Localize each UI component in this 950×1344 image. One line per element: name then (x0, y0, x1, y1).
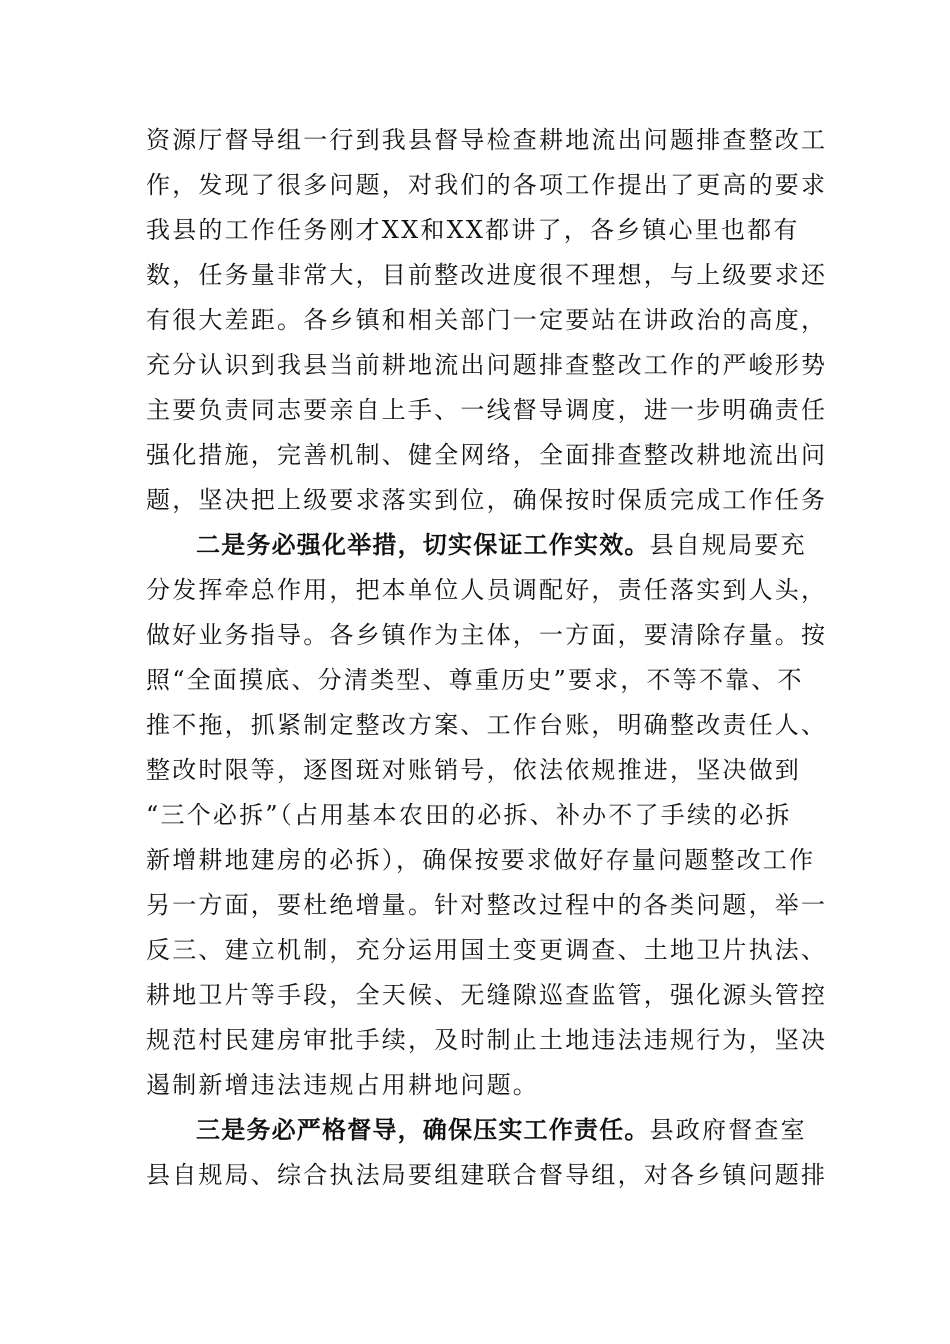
paragraph-line: 遏制新增违法违规占用耕地问题。 (146, 1071, 539, 1099)
paragraph-line: 整改时限等，逐图斑对账销号，依法依规推进，坚决做到 (146, 756, 801, 784)
paragraph-line: “三个必拆”（占用基本农田的必拆、补办不了手续的必拆 (146, 801, 792, 829)
section-3-first-line (196, 1110, 807, 1150)
paragraph-line: 主要负责同志要亲自上手、一线督导调度，进一步明确责任 (146, 396, 828, 424)
section-2-heading: 二是务必强化举措，切实保证工作实效。 (196, 531, 650, 559)
section-2-first-tail: 县自规局要充 (649, 531, 807, 559)
paragraph-line: 新增耕地建房的必拆），确保按要求做好存量问题整改工作 (146, 846, 816, 874)
paragraph-line: 题，坚决把上级要求落实到位，确保按时保质完成工作任务 (146, 486, 828, 514)
paragraph-line: 耕地卫片等手段，全天候、无缝隙巡查监管，强化源头管控 (146, 981, 828, 1009)
paragraph-line: 资源厅督导组一行到我县督导检查耕地流出问题排查整改工 (146, 126, 828, 154)
paragraph-line: 分发挥牵总作用，把本单位人员调配好，责任落实到人头， (146, 576, 828, 604)
section-3-heading: 三是务必严格督导，确保压实工作责任。 (196, 1116, 650, 1144)
paragraph-line: 数，任务量非常大，目前整改进度很不理想，与上级要求还 (146, 261, 828, 289)
paragraph-line: 反三、建立机制，充分运用国土变更调查、土地卫片执法、 (146, 936, 828, 964)
paragraph-line: 有很大差距。各乡镇和相关部门一定要站在讲政治的高度， (146, 306, 828, 334)
paragraph-line: 做好业务指导。各乡镇作为主体，一方面，要清除存量。按 (146, 621, 828, 649)
paragraph-line: 强化措施，完善机制、健全网络，全面排查整改耕地流出问 (146, 441, 828, 469)
paragraph-line: 另一方面，要杜绝增量。针对整改过程中的各类问题，举一 (146, 891, 828, 919)
paragraph-line: 充分认识到我县当前耕地流出问题排查整改工作的严峻形势 (146, 351, 828, 379)
paragraph-line: 规范村民建房审批手续，及时制止土地违法违规行为，坚决 (146, 1026, 828, 1054)
section-3-first-tail: 县政府督查室 (649, 1116, 807, 1144)
paragraph-line: 我县的工作任务刚才XX和XX都讲了，各乡镇心里也都有 (146, 216, 800, 244)
paragraph-line: 作，发现了很多问题，对我们的各项工作提出了更高的要求 (146, 171, 828, 199)
paragraph-line: 照“全面摸底、分清类型、尊重历史”要求，不等不靠、不 (146, 666, 804, 694)
paragraph-line: 县自规局、综合执法局要组建联合督导组，对各乡镇问题排 (146, 1161, 828, 1189)
paragraph-line: 推不拖，抓紧制定整改方案、工作台账，明确整改责任人、 (146, 711, 828, 739)
section-2-first-line (196, 525, 807, 565)
